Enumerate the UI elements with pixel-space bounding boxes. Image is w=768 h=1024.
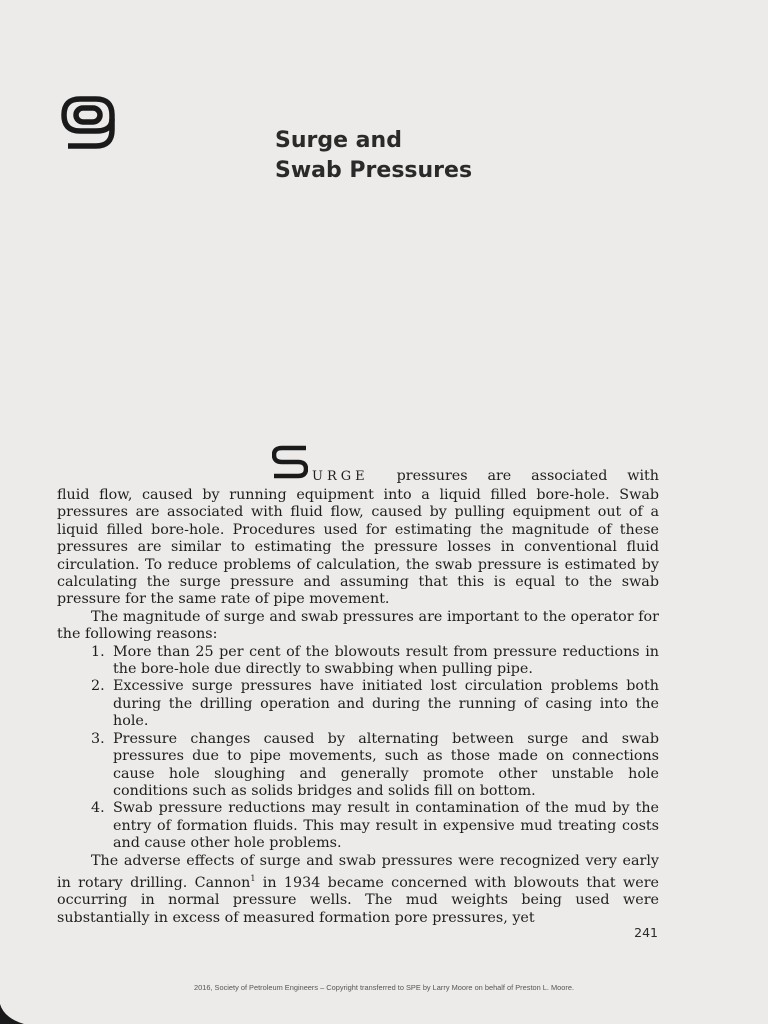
list-item-text: Swab pressure reductions may result in contamination of the mud by the entry of formation fluids. This may result in expensive mud treating costs and cause other hole problems. (113, 800, 659, 852)
list-item-number: 1. (91, 643, 105, 660)
intro-word: are (487, 467, 512, 484)
list-item-number: 4. (91, 800, 105, 817)
history-text-before-ref: The adverse effects of surge and swab pressures were recognized very early in rotary drilling. Cannon (57, 852, 659, 891)
chapter-number-nine-graphic (58, 94, 118, 150)
list-item (57, 678, 659, 730)
chapter-title-line-2: Swab Pressures (275, 158, 473, 183)
reference-superscript: 1 (250, 873, 256, 883)
page-corner-mark (0, 1004, 24, 1024)
chapter-number-ornament (58, 94, 118, 150)
chapter-title (275, 126, 472, 186)
intro-paragraph: fluid flow, caused by running equipment into a liquid filled bore-hole. Swab pressures are associated with fluid flow, caused by pulling equipment out of a liquid filled bore-hole. Procedures used for estimating the magnitude of these pressures are similar to estimating the pressure losses in conventional fluid circulation. To reduce problems of calculation, the swab pressure is estimated by calculating the surge pressure and assuming that this is equal to the swab pressure for the same rate of pipe movement. (57, 487, 659, 608)
history-text-after-ref: in 1934 became concerned with blowouts that were occurring in normal pressure wells. The mud weights being used were substantially in excess of measured formation pore pressures, yet (57, 874, 659, 926)
intro-first-line-words (397, 468, 659, 485)
list-item-number: 2. (91, 678, 105, 695)
intro-first-line (272, 460, 659, 487)
history-paragraph (57, 853, 659, 927)
list-item-text: Excessive surge pressures have initiated lost circulation problems both during the drilling operation and during the running of casing into the hole. (113, 678, 659, 730)
reasons-list (57, 644, 659, 853)
copyright-footer: 2016, Society of Petroleum Engineers – Copyright transferred to SPE by Larry Moore on behalf of Preston L. Moore. (194, 983, 574, 992)
chapter-title-line-1: Surge and (275, 128, 402, 153)
list-item (57, 731, 659, 801)
list-item (57, 800, 659, 852)
intro-small-caps: URGE (312, 468, 369, 484)
intro-word: with (627, 467, 659, 484)
intro-word: pressures (396, 467, 468, 484)
intro-word: associated (531, 467, 608, 484)
page-number: 241 (634, 925, 658, 940)
body-text (57, 460, 659, 927)
list-item (57, 644, 659, 679)
drop-cap-s-graphic (272, 444, 308, 480)
list-item-text: Pressure changes caused by alternating between surge and swab pressures due to pipe movements, such as those made on connections cause hole sloughing and generally promote other unstable hole conditions such as solids bridges and solids fill on bottom. (113, 730, 659, 799)
list-item-number: 3. (91, 730, 105, 747)
list-item-text: More than 25 per cent of the blowouts result from pressure reductions in the bore-hole due directly to swabbing when pulling pipe. (113, 643, 659, 678)
reasons-lead-paragraph: The magnitude of surge and swab pressures are important to the operator for the following reasons: (57, 608, 659, 643)
